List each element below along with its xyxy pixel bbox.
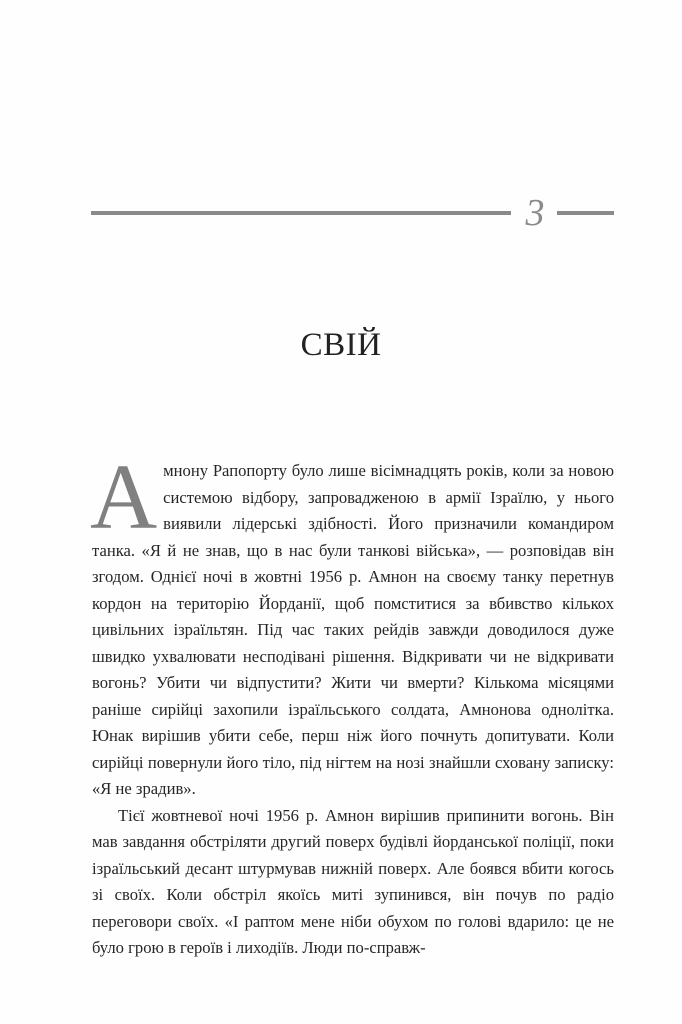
paragraph-1-text: мнону Рапопорту було лише вісімнадцять років, коли за новою системою відбору, запровадженою в армії Ізраїлю, у нього виявили лідерські здібності. Його призначили командиром танка. «Я й не знав, що в нас були танкові війська», — розповідав він згодом. Однієї ночі в жовтні 1956 р. Амнон на своєму танку перетнув кордон на територію Йорданії, щоб помститися за вбивство кількох цивільних ізраїльтян. Під час таких рейдів завжди доводилося дуже швидко ухвалювати несподівані рішення. Відкривати чи не відкривати вогонь? Убити чи відпустити? Жити чи вмерти? Кількома місяцями раніше сирійці захопили ізраїльського солдата, Амнонова однолітка. Юнак вирішив убити себе, перш ніж його почнуть допитувати. Коли сирійці повернули його тіло, під нігтем на нозі знайшли сховану записку: «Я не зрадив». xyxy=(92,461,614,798)
chapter-rule-right xyxy=(557,211,614,215)
body-text xyxy=(90,446,614,962)
drop-cap: А xyxy=(90,446,158,549)
chapter-number: 3 xyxy=(525,192,545,234)
paragraph-2: Тієї жовтневої ночі 1956 р. Амнон вирішив припинити вогонь. Він мав завдання обстріляти другий поверх будівлі йорданської поліції, поки ізраїльський десант штурмував нижній поверх. Але боявся вбити когось зі своїх. Коли обстріл якоїсь миті зупинився, він почув по радіо переговори своїх. «І раптом мене ніби обухом по голові вдарило: це не було грою в героїв і лиходіїв. Люди по-справж- xyxy=(92,805,614,957)
chapter-rule-left xyxy=(91,211,511,215)
chapter-title: СВІЙ xyxy=(300,327,382,363)
paragraph-1 xyxy=(90,446,614,803)
